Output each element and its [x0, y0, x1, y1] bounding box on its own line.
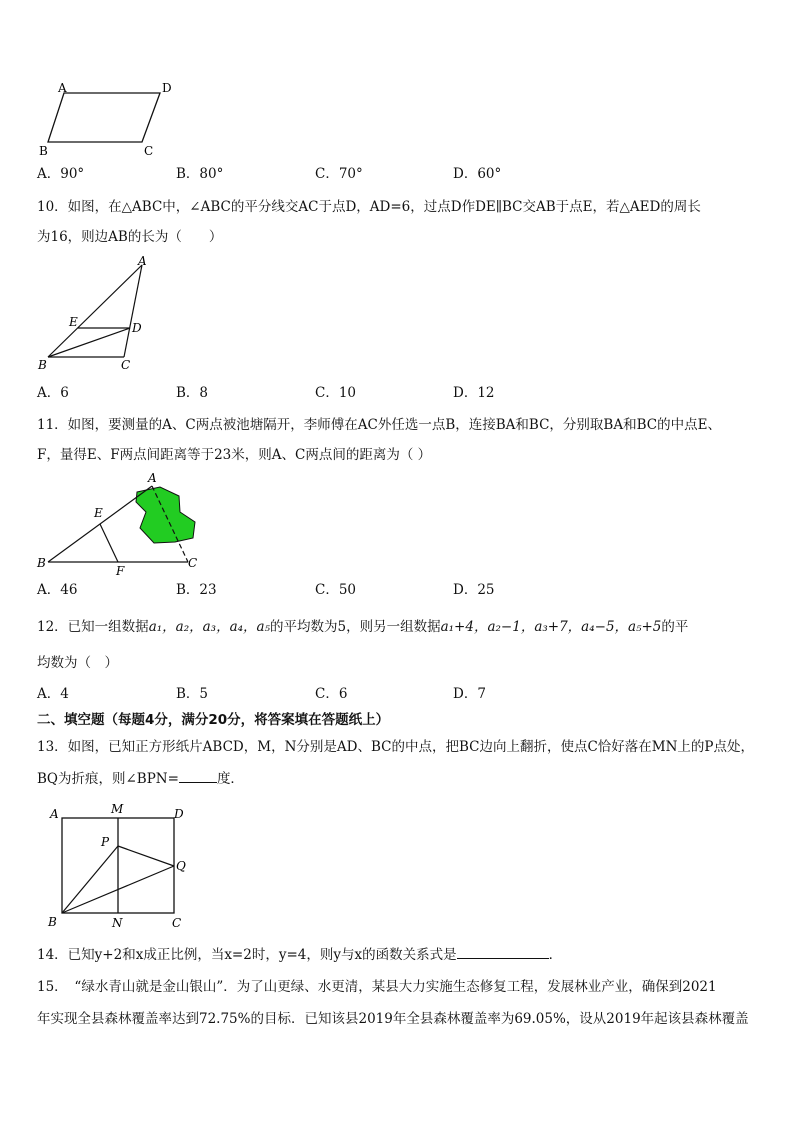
fig11-label-c: C	[188, 556, 198, 570]
fig13-label-q: Q	[176, 859, 186, 873]
q10-option-c: C．10	[315, 385, 357, 401]
q9-option-b: B．80°	[176, 166, 224, 182]
q12-suffix: 的平	[661, 619, 689, 635]
triangle-abc-figure	[30, 253, 160, 375]
q14-answer-blank[interactable]	[457, 944, 549, 959]
fig11-label-b: B	[37, 556, 46, 570]
q13-text-a: BQ为折痕，则∠BPN=	[37, 771, 179, 787]
q13-answer-blank[interactable]	[179, 768, 217, 783]
q11-text-line1: 11．如图，要测量的A、C两点被池塘隔开，李师傅在AC外任选一点B，连接BA和BC，分别取BA和BC的中点E、	[37, 417, 721, 433]
q10-option-a: A．6	[37, 385, 69, 401]
fig9-label-c: C	[144, 144, 154, 158]
q11-option-d: D．25	[453, 582, 495, 598]
fig9-label-b: B	[39, 144, 48, 158]
fig13-label-p: P	[101, 835, 110, 849]
q12-option-c: C．6	[315, 686, 348, 702]
q12-option-a: A．4	[37, 686, 69, 702]
q11-text-line2: F，量得E、F两点间距离等于23米，则A、C两点间的距离为（ ）	[37, 447, 432, 463]
parallelogram-figure	[30, 78, 190, 160]
q9-option-a: A．90°	[37, 166, 85, 182]
q11-option-c: C．50	[315, 582, 357, 598]
fig11-label-e: E	[94, 506, 103, 520]
q11-option-b: B．23	[176, 582, 217, 598]
q12-text-line1	[37, 617, 688, 637]
pond-shape	[136, 487, 195, 543]
fig13-label-m: M	[111, 802, 124, 816]
fig9-label-a: A	[58, 81, 67, 95]
q12-prefix: 12．已知一组数据	[37, 619, 149, 635]
square-fold-figure	[40, 802, 200, 932]
fig13-label-n: N	[112, 916, 123, 930]
q13-text-line1: 13．如图，已知正方形纸片ABCD，M，N分别是AD、BC的中点，把BC边向上翻折，使点C恰好落在MN上的P点处，	[37, 739, 755, 755]
fig13-label-c: C	[172, 916, 182, 930]
fig10-label-e: E	[69, 315, 78, 329]
q10-option-d: D．12	[453, 385, 495, 401]
q14-text-b: ．	[548, 947, 563, 963]
q12-data-set: a₁，a₂，a₃，a₄，a₅	[148, 619, 270, 635]
q12-middle: 的平均数为5，则另一组数据	[270, 619, 441, 635]
q10-text-line2: 为16，则边AB的长为（ ）	[37, 229, 223, 245]
q13-text-b: 度．	[216, 771, 244, 787]
q12-new-set: a₁+4，a₂−1，a₃+7，a₄−5，a₅+5	[440, 619, 662, 635]
fig13-label-a: A	[50, 807, 59, 821]
q12-option-d: D．7	[453, 686, 486, 702]
q10-text-line1: 10．如图，在△ABC中，∠ABC的平分线交AC于点D，AD=6，过点D作DE∥BC交AB于点E，若△AED的周长	[37, 199, 701, 215]
fig10-label-b: B	[38, 358, 47, 372]
q12-text-line2: 均数为（ ）	[37, 655, 118, 671]
fig10-label-d: D	[132, 321, 142, 335]
fig9-label-d: D	[162, 81, 172, 95]
q13-text-line2	[37, 768, 244, 789]
fig10-label-a: A	[138, 254, 147, 268]
q10-option-b: B．8	[176, 385, 209, 401]
q9-option-d: D．60°	[453, 166, 502, 182]
fig13-label-b: B	[48, 915, 57, 929]
section-heading-fill-in: 二、填空题（每题4分，满分20分，将答案填在答题纸上）	[37, 712, 390, 728]
q9-option-c: C．70°	[315, 166, 363, 182]
fig10-label-c: C	[121, 358, 131, 372]
pond-triangle-figure	[30, 470, 210, 578]
q14-text-a: 14．已知y+2和x成正比例，当x=2时，y=4，则y与x的函数关系式是	[37, 947, 457, 963]
fig13-label-d: D	[174, 807, 184, 821]
q11-option-a: A．46	[37, 582, 78, 598]
q15-text-line1: 15． “绿水青山就是金山银山”．为了山更绿、水更清，某县大力实施生态修复工程，发展林业产业，确保到2021	[37, 979, 717, 995]
q12-option-b: B．5	[176, 686, 209, 702]
q15-text-line2: 年实现全县森林覆盖率达到72.75%的目标．已知该县2019年全县森林覆盖率为69.05%，设从2019年起该县森林覆盖	[37, 1011, 749, 1027]
q14-text	[37, 944, 562, 965]
fig11-label-a: A	[148, 471, 157, 485]
fig11-label-f: F	[116, 564, 125, 578]
